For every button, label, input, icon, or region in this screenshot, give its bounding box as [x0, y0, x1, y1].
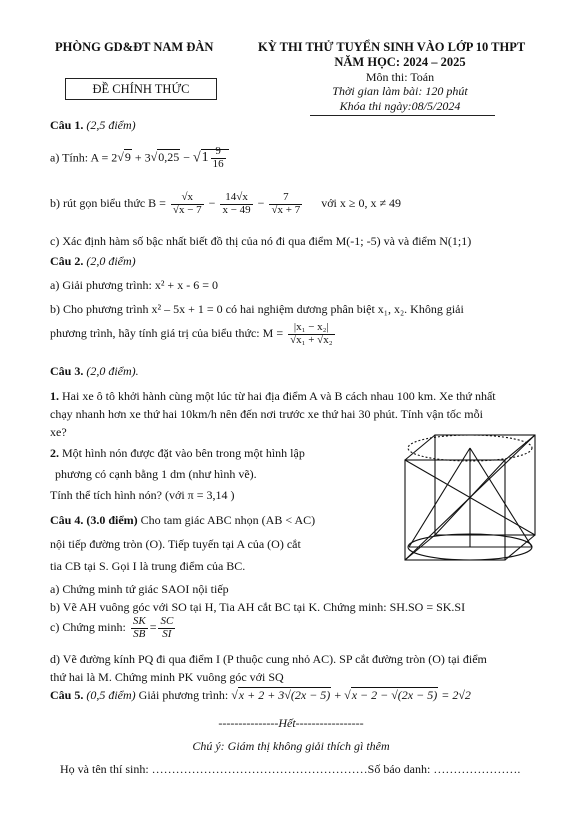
- q2-a: a) Giải phương trình: x² + x - 6 = 0: [50, 278, 218, 292]
- q3-p2-line2: phương có cạnh bằng 1 dm (như hình vẽ).: [55, 467, 257, 481]
- q4-c: c) Chứng minh: $\frac{SK}{SB}$ = $\frac{SC}{SI}$: [50, 615, 174, 640]
- q5-title: Câu 5.: [50, 688, 84, 702]
- q3-points: (2,0 điểm).: [86, 364, 139, 378]
- q2-b-prefix: phương trình, hãy tính giá trị của biểu thức: M =: [50, 325, 287, 340]
- q2-points: (2,0 điểm): [86, 254, 136, 268]
- q2-b-line1: b) Cho phương trình x² – 5x + 1 = 0 có hai nghiệm dương phân biệt x₁, x₂. Không giải: [50, 302, 464, 316]
- office-name: PHÒNG GD&ĐT NAM ĐÀN: [55, 40, 214, 54]
- q1-b-frac3: $\frac{7}{√x + 7}$: [271, 191, 301, 216]
- q4-heading: [50, 513, 315, 528]
- cone-slant-left: [409, 448, 470, 547]
- q1-a-plus: + 3: [131, 150, 151, 165]
- q1-title: Câu 1.: [50, 118, 84, 132]
- q1-a-minus: −: [180, 150, 193, 165]
- q3-heading: [50, 364, 139, 379]
- q4-intro2: nội tiếp đường tròn (O). Tiếp tuyến tại A của (O) cắt: [50, 537, 301, 551]
- cube-cone-figure: [395, 430, 545, 570]
- q1-b-frac2: $\frac{14√x}{x - 49}$: [222, 191, 251, 216]
- q3-p2-line1: 2. Một hình nón được đặt vào bên trong một hình lập: [50, 446, 305, 460]
- q2-b-line2: [50, 322, 337, 346]
- q1-a-radical2: √0,25: [150, 150, 180, 165]
- school-year: NĂM HỌC: 2024 – 2025: [334, 55, 466, 69]
- q5-rhs: = 2√2: [438, 688, 471, 702]
- q1-b-frac1: $\frac{√x}{√x - 7}$: [172, 191, 202, 216]
- header-underline: [310, 115, 495, 116]
- q3-p1-line1: 1. Hai xe ô tô khởi hành cùng một lúc từ hai địa điểm A và B cách nhau 100 km. Xe thứ nhất: [50, 389, 496, 403]
- q4-d-line2: thứ hai là M. Chứng minh PK vuông góc với SQ: [50, 670, 284, 684]
- q1-a: [50, 146, 229, 170]
- duration: Thời gian làm bài: 120 phút: [332, 84, 468, 98]
- q3-p1-line2: chạy nhanh hơn xe thứ hai 10km/h nên đến nơi trước xe thứ hai 30 phút. Tính vận tốc mỗi: [50, 407, 483, 421]
- exam-title: KỲ THI THỬ TUYỂN SINH VÀO LỚP 10 THPT: [258, 40, 526, 54]
- q5-radical2: √x − 2 − √(2x − 5): [344, 688, 438, 702]
- q1-heading: [50, 118, 136, 133]
- q1-a-mixed-frac: $\frac{9}{16}$: [212, 145, 224, 170]
- exam-date: Khóa thi ngày:08/5/2024: [339, 99, 461, 113]
- q4-title: Câu 4. (3.0 điểm): [50, 513, 138, 527]
- q1-b-condition: với x ≥ 0, x ≠ 49: [321, 195, 402, 210]
- q1-b-prefix: b) rút gọn biểu thức B =: [50, 195, 169, 210]
- q1-points: (2,5 điểm): [86, 118, 136, 132]
- official-stamp-box: [65, 78, 217, 100]
- q2-heading: [50, 254, 136, 269]
- q5-radical1: √x + 2 + 3√(2x − 5): [231, 688, 331, 702]
- q5-points: (0,5 điểm): [86, 688, 136, 702]
- q4-intro1: Cho tam giác ABC nhọn (AB < AC): [137, 513, 316, 527]
- q2-b-frac: $\frac{\text{|x₁ − x₂|}}{\text{√x₁ + √x₂}}$: [290, 321, 333, 346]
- q5-prefix: Giải phương trình:: [135, 688, 232, 702]
- end-mark: ---------------Hết-----------------: [218, 716, 364, 730]
- footer-note: Chú ý: Giám thị không giải thích gì thêm: [192, 739, 390, 753]
- q4-b: b) Vẽ AH vuông góc với SO tại H, Tia AH cắt BC tại K. Chứng minh: SH.SO = SK.SI: [50, 600, 466, 614]
- q1-a-prefix: a) Tính: A =: [50, 150, 112, 165]
- q4-c-frac2: $\frac{SC}{SI}$: [160, 615, 174, 640]
- official-label: ĐỀ CHÍNH THỨC: [92, 82, 190, 96]
- q1-a-coef1: 2: [111, 150, 118, 165]
- subject: Môn thi: Toán: [365, 70, 435, 84]
- q1-a-radical1: √9: [117, 150, 131, 165]
- q1-c: c) Xác định hàm số bậc nhất biết đồ thị của nó đi qua điểm M(-1; -5) và và điểm N(1;1): [50, 234, 472, 248]
- q3-title: Câu 3.: [50, 364, 84, 378]
- q3-p2-line3: Tính thể tích hình nón? (với π = 3,14 ): [50, 488, 235, 502]
- q4-a: a) Chứng minh tứ giác SAOI nội tiếp: [50, 582, 229, 596]
- q1-a-radical3: √1 $\frac{9}{16}$: [193, 146, 229, 170]
- q1-b: b) rút gọn biểu thức B = $\frac{√x}{√x - 7}$ − $\frac{14√x}{x - 49}$ − $\frac{7}{√x + 7}$ với x ≥ 0, x ≠ 49: [50, 191, 402, 216]
- q5: Câu 5. (0,5 điểm) Giải phương trình: √x + 2 + 3√(2x − 5) + √x − 2 − √(2x − 5) = 2√2: [50, 688, 471, 702]
- candidate-info-line: Họ và tên thí sinh: ………………………………………………Số báo danh: ………………….: [60, 762, 521, 776]
- q4-intro3: tia CB tại S. Gọi I là trung điểm của BC.: [50, 559, 246, 573]
- q3-p1-line3: xe?: [50, 425, 67, 439]
- q4-c-frac1: $\frac{SK}{SB}$: [132, 615, 146, 640]
- q2-title: Câu 2.: [50, 254, 84, 268]
- cone-slant-right: [470, 448, 532, 547]
- q4-d-line1: d) Vẽ đường kính PQ đi qua điểm I (P thuộc cung nhỏ AC). SP cắt đường tròn (O) tại điểm: [50, 652, 487, 666]
- q4-c-prefix: c) Chứng minh:: [50, 619, 129, 634]
